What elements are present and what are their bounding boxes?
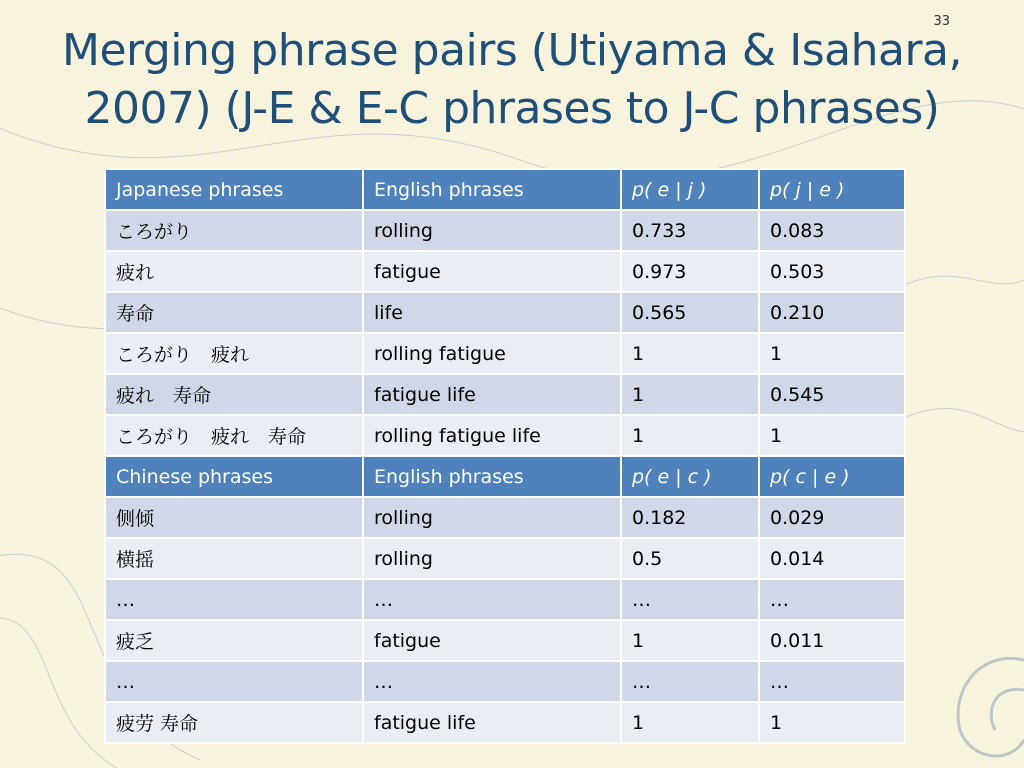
table-header-row — [105, 169, 905, 210]
table-row — [105, 497, 905, 538]
probability-cell: 0.545 — [759, 374, 905, 415]
probability-cell: 1 — [759, 333, 905, 374]
chinese-phrase-cell: … — [105, 579, 363, 620]
english-phrase-cell: … — [363, 579, 621, 620]
probability-cell: 0.503 — [759, 251, 905, 292]
english-phrase-cell: rolling fatigue life — [363, 415, 621, 456]
probability-cell: 0.973 — [621, 251, 759, 292]
table-row — [105, 210, 905, 251]
probability-cell: 0.029 — [759, 497, 905, 538]
table-row — [105, 702, 905, 743]
probability-cell: 0.565 — [621, 292, 759, 333]
probability-cell: 0.5 — [621, 538, 759, 579]
probability-cell: 1 — [621, 702, 759, 743]
probability-cell: … — [759, 661, 905, 702]
chinese-phrase-cell: … — [105, 661, 363, 702]
probability-cell: 1 — [621, 620, 759, 661]
probability-cell: 0.733 — [621, 210, 759, 251]
english-phrase-cell: … — [363, 661, 621, 702]
column-header-chinese: Chinese phrases — [105, 456, 363, 497]
probability-cell: 0.083 — [759, 210, 905, 251]
english-phrase-cell: rolling — [363, 538, 621, 579]
japanese-phrase-cell: ころがり — [105, 210, 363, 251]
probability-cell: 1 — [759, 415, 905, 456]
column-header-english: English phrases — [363, 169, 621, 210]
probability-cell: 1 — [759, 702, 905, 743]
english-phrase-cell: fatigue — [363, 251, 621, 292]
table-row — [105, 374, 905, 415]
probability-cell: 1 — [621, 415, 759, 456]
column-header-p-e-given-j: p( e | j ) — [621, 169, 759, 210]
column-header-p-e-given-c: p( e | c ) — [621, 456, 759, 497]
english-phrase-cell: fatigue — [363, 620, 621, 661]
slide-number: 33 — [933, 14, 950, 29]
probability-cell: 1 — [621, 374, 759, 415]
english-phrase-cell: fatigue life — [363, 374, 621, 415]
japanese-phrase-cell: 疲れ — [105, 251, 363, 292]
probability-cell: 0.011 — [759, 620, 905, 661]
table-row — [105, 538, 905, 579]
slide-title: Merging phrase pairs (Utiyama & Isahara, 2007) (J-E & E-C phrases to J-C phrases) — [62, 25, 962, 134]
table-row — [105, 579, 905, 620]
table-header-row — [105, 456, 905, 497]
japanese-phrase-cell — [105, 415, 363, 456]
japanese-phrase-cell: 寿命 — [105, 292, 363, 333]
table-row — [105, 620, 905, 661]
chinese-phrase-cell: 横摇 — [105, 538, 363, 579]
probability-cell: 0.210 — [759, 292, 905, 333]
japanese-english-phrase-table — [104, 168, 906, 457]
column-header-japanese: Japanese phrases — [105, 169, 363, 210]
chinese-phrase-cell: 疲乏 — [105, 620, 363, 661]
table-row — [105, 251, 905, 292]
english-phrase-cell: life — [363, 292, 621, 333]
probability-cell: 0.182 — [621, 497, 759, 538]
english-phrase-cell: rolling — [363, 497, 621, 538]
japanese-phrase-cell: ころがり 疲れ — [105, 333, 363, 374]
japanese-phrase-cell: 疲れ 寿命 — [105, 374, 363, 415]
probability-cell: … — [621, 579, 759, 620]
probability-cell: 1 — [621, 333, 759, 374]
table-row — [105, 661, 905, 702]
english-phrase-cell: fatigue life — [363, 702, 621, 743]
column-header-p-j-given-e: p( j | e ) — [759, 169, 905, 210]
column-header-p-c-given-e: p( c | e ) — [759, 456, 905, 497]
japanese-phrase-text: ころがり 疲れ 寿命 — [116, 425, 307, 448]
column-header-english: English phrases — [363, 456, 621, 497]
table-row — [105, 292, 905, 333]
probability-cell: … — [759, 579, 905, 620]
table-row — [105, 415, 905, 456]
chinese-english-phrase-table — [104, 455, 906, 744]
english-phrase-cell: rolling fatigue — [363, 333, 621, 374]
english-phrase-cell: rolling — [363, 210, 621, 251]
probability-cell: … — [621, 661, 759, 702]
table-row — [105, 333, 905, 374]
chinese-phrase-cell: 疲劳 寿命 — [105, 702, 363, 743]
chinese-phrase-cell: 侧倾 — [105, 497, 363, 538]
probability-cell: 0.014 — [759, 538, 905, 579]
